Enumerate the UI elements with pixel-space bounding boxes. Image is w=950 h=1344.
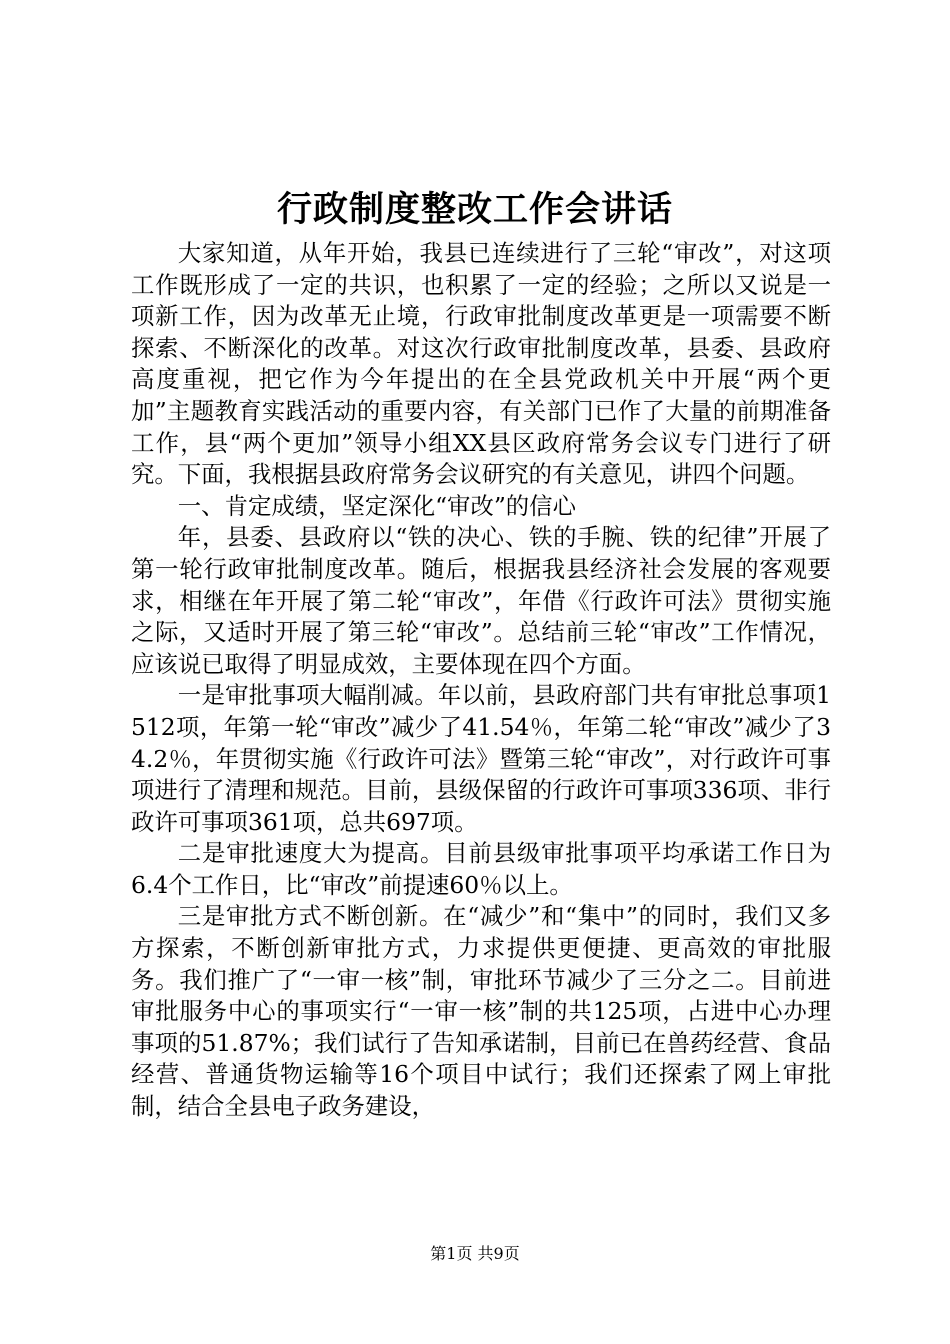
paragraph-point-2: 二是审批速度大为提高。目前县级审批事项平均承诺工作日为6.4个工作日，比“审改”前提速60％以上。 bbox=[131, 839, 831, 899]
document-body bbox=[131, 238, 831, 1123]
paragraph-point-1: 一是审批事项大幅削减。年以前，县政府部门共有审批总事项1512项，年第一轮“审改”减少了41.54％，年第二轮“审改”减少了34.2％，年贯彻实施《行政许可法》暨第三轮“审改”，对行政许可事项进行了清理和规范。目前，县级保留的行政许可事项336项、非行政许可事项361项，总共697项。 bbox=[131, 681, 831, 836]
page-footer: 第1页 共9页 bbox=[430, 1244, 520, 1263]
paragraph-history: 年，县委、县政府以“铁的决心、铁的手腕、铁的纪律”开展了第一轮行政审批制度改革。随后，根据我县经济社会发展的客观要求，相继在年开展了第二轮“审改”，年借《行政许可法》贯彻实施之际，又适时开展了第三轮“审改”。总结前三轮“审改”工作情况，应该说已取得了明显成效，主要体现在四个方面。 bbox=[131, 523, 831, 678]
paragraph-intro: 大家知道，从年开始，我县已连续进行了三轮“审改”，对这项工作既形成了一定的共识，也积累了一定的经验；之所以又说是一项新工作，因为改革无止境，行政审批制度改革更是一项需要不断探索、不断深化的改革。对这次行政审批制度改革，县委、县政府高度重视，把它作为今年提出的在全县党政机关中开展“两个更加”主题教育实践活动的重要内容，有关部门已作了大量的前期准备工作，县“两个更加”领导小组XX县区政府常务会议专门进行了研究。下面，我根据县政府常务会议研究的有关意见，讲四个问题。 bbox=[131, 239, 831, 489]
paragraph-point-3: 三是审批方式不断创新。在“减少”和“集中”的同时，我们又多方探索，不断创新审批方式，力求提供更便捷、更高效的审批服务。我们推广了“一审一核”制，审批环节减少了三分之二。目前进审批服务中心的事项实行“一审一核”制的共125项，占进中心办理事项的51.87%；我们试行了告知承诺制，目前已在兽药经营、食品经营、普通货物运输等16个项目中试行；我们还探索了网上审批制，结合全县电子政务建设， bbox=[131, 902, 831, 1121]
section-heading-1: 一、肯定成绩，坚定深化“审改”的信心 bbox=[177, 491, 576, 520]
page-title: 行政制度整改工作会讲话 bbox=[276, 189, 673, 230]
